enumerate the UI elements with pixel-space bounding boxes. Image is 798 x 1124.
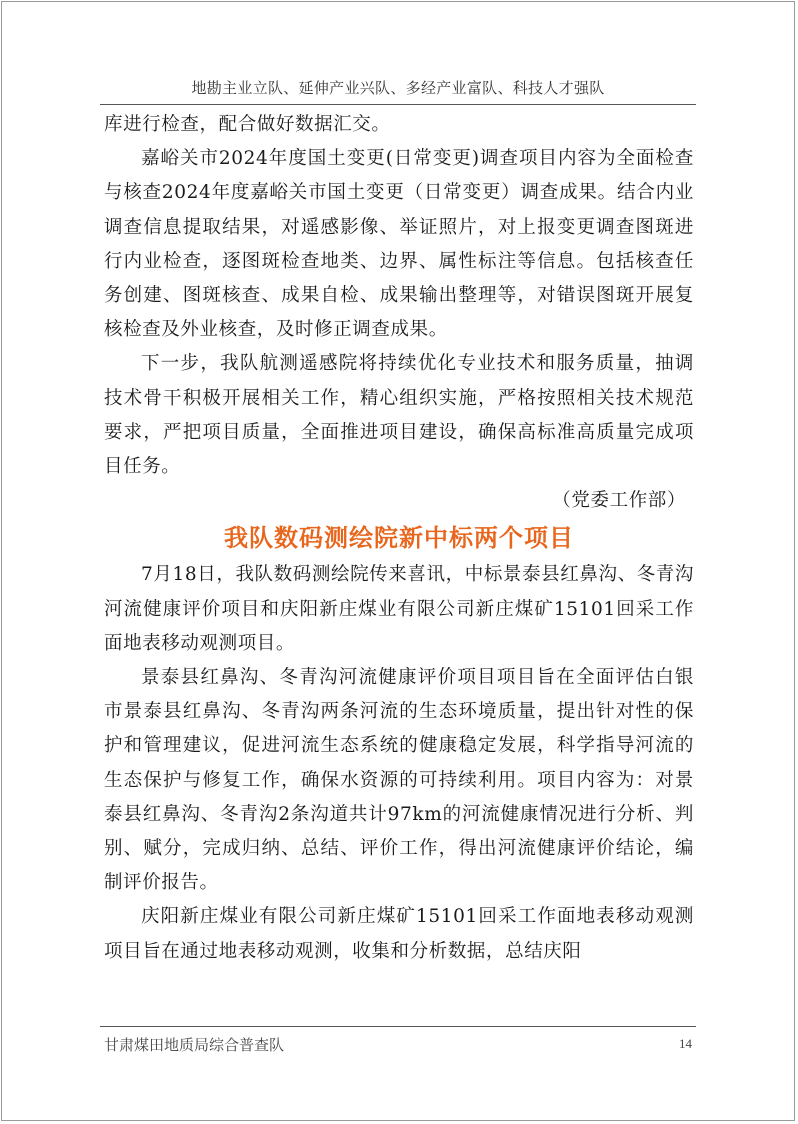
page-content [104, 108, 694, 969]
article2-paragraph-3: 庆阳新庄煤业有限公司新庄煤矿15101回采工作面地表移动观测项目旨在通过地表移动观测，收集和分析数据，总结庆阳 [104, 906, 694, 962]
footer-organization: 甘肃煤田地质局综合普查队 [104, 1036, 285, 1054]
header-rule [100, 104, 696, 105]
page-number: 14 [679, 1036, 692, 1051]
article2-title: 我队数码测绘院新中标两个项目 [224, 523, 574, 553]
continuation-paragraph: 库进行检查，配合做好数据汇交。 [104, 114, 391, 135]
page-header-slogan: 地勘主业立队、延伸产业兴队、多经产业富队、科技人才强队 [191, 79, 605, 97]
article1-paragraph-1: 嘉峪关市2024年度国土变更(日常变更)调查项目内容为全面检查与核查2024年度嘉峪关市国土变更（日常变更）调查成果。结合内业调查信息提取结果，对遥感影像、举证照片，对上报变更调查图斑进行内业检查，逐图斑检查地类、边界、属性标注等信息。包括核查任务创建、图斑核查、成果自检、成果输出整理等，对错误图斑开展复核检查及外业核查，及时修正调查成果。 [104, 148, 694, 341]
footer-rule [100, 1026, 696, 1027]
article2-paragraph-1: 7月18日，我队数码测绘院传来喜讯，中标景泰县红鼻沟、冬青沟河流健康评价项目和庆阳新庄煤业有限公司新庄煤矿15101回采工作面地表移动观测项目。 [104, 564, 694, 654]
article2-paragraph-2: 景泰县红鼻沟、冬青沟河流健康评价项目项目旨在全面评估白银市景泰县红鼻沟、冬青沟两条河流的生态环境质量，提出针对性的保护和管理建议，促进河流生态系统的健康稳定发展，科学指导河流的生态保护与修复工作，确保水资源的可持续利用。项目内容为：对景泰县红鼻沟、冬青沟2条沟道共计97km的河流健康情况进行分析、判别、赋分，完成归纳、总结、评价工作，得出河流健康评价结论，编制评价报告。 [104, 667, 694, 894]
article1-paragraph-2: 下一步，我队航测遥感院将持续优化专业技术和服务质量，抽调技术骨干积极开展相关工作，精心组织实施，严格按照相关技术规范要求，严把项目质量，全面推进项目建设，确保高标准高质量完成项目任务。 [104, 353, 694, 478]
article1-signature: （党委工作部） [552, 490, 686, 512]
